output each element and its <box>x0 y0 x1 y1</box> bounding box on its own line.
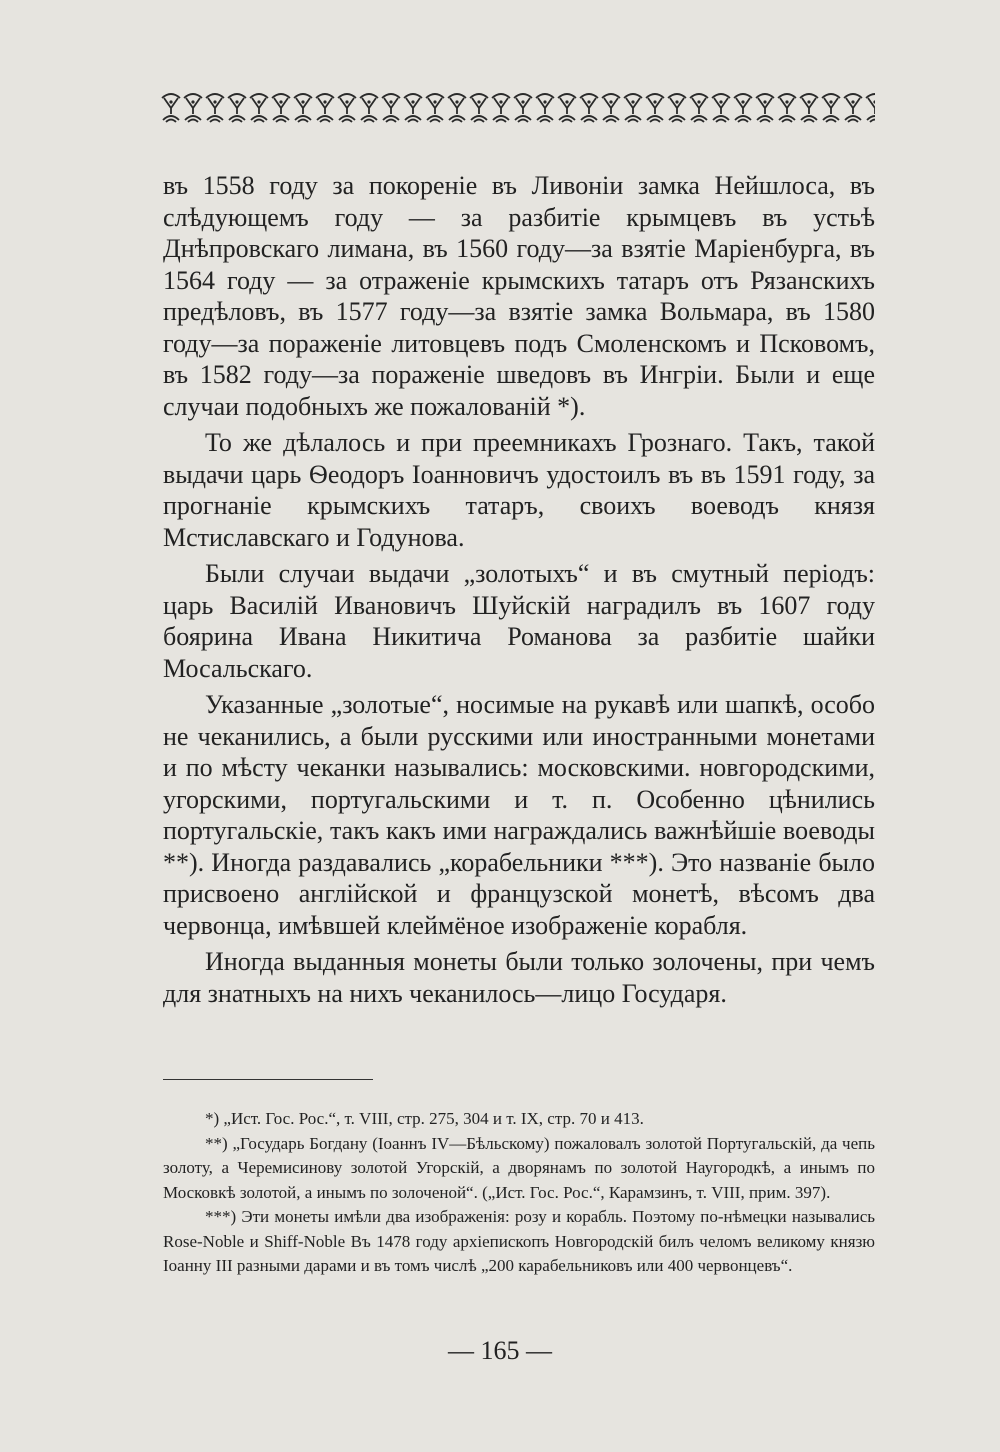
footnotes <box>163 1107 875 1279</box>
footnote: *) „Ист. Гос. Рос.“, т. VIII, стр. 275, 304 и т. IX, стр. 70 и 413. <box>205 1109 644 1128</box>
footnote: ***) Эти монеты имѣли два изображенія: розу и корабль. Поэтому по-нѣмецки назывались Rose-Noble и Shiff-Noble Въ 1478 году архіепископъ Новгородскій билъ челомъ великому князю Іоанну III разными дарами и въ томъ числѣ „200 карабельниковъ или 400 червонцевъ“. <box>163 1207 875 1275</box>
footnote: **) „Государь Богдану (Іоаннъ IV—Бѣльскому) пожаловалъ золотой Португальскій, да чепь золоту, а Черемисинову золотой Угорскій, а дворянамъ по золотой Наугородкѣ, а инымъ по Московкѣ золотой, а инымъ по золоченой“. („Ист. Гос. Рос.“, Карамзинъ, т. VIII, прим. 397). <box>163 1133 875 1202</box>
paragraph: въ 1558 году за покореніе въ Ливоніи замка Нейшлоса, въ слѣдующемъ году — за разбитіе крымцевъ въ устьѣ Днѣпровскаго лимана, въ 1560 году—за взятіе Маріенбурга, въ 1564 году — за отраженіе крымскихъ татаръ отъ Рязанскихъ предѣловъ, въ 1577 году—за взятіе замка Вольмара, въ 1580 году—за пораженіе литовцевъ подъ Смоленскомъ и Псковомъ, въ 1582 году—за пораженіе шведовъ въ Ингріи. Были и еще случаи подобныхъ же пожалованій *). <box>163 171 875 421</box>
main-text <box>163 170 875 1014</box>
page-number: — 165 — <box>448 1336 552 1365</box>
paragraph: Указанные „золотые“, носимые на рукавѣ или шапкѣ, особо не чеканились, а были русскими или иностранными монетами и по мѣсту чеканки назывались: московскими. новгородскими, угорскими, португальскими и т. п. Особенно цѣнились португальскіе, такъ какъ ими награждались важнѣйшіе воеводы **). Иногда раздавались „корабельники ***). Это названіе было присвоено англійской и французской монетѣ, вѣсомъ два червонца, имѣвшей клеймёное изображеніе корабля. <box>163 690 875 940</box>
footnote-divider <box>163 1079 373 1080</box>
header-ornament-icon <box>160 92 875 126</box>
paragraph: То же дѣлалось и при преемникахъ Грознаго. Такъ, такой выдачи царь Ѳеодоръ Іоанновичъ удостоилъ въ въ 1591 году, за прогнаніе крымскихъ татаръ, своихъ воеводъ князя Мстиславскаго и Годунова. <box>163 428 875 552</box>
paragraph: Иногда выданныя монеты были только золочены, при чемъ для знатныхъ на нихъ чеканилось—лицо Государя. <box>163 947 875 1008</box>
paragraph: Были случаи выдачи „золотыхъ“ и въ смутный періодъ: царь Василій Ивановичъ Шуйскій наградилъ въ 1607 году боярина Ивана Никитича Романова за разбитіе шайки Мосальскаго. <box>163 559 875 683</box>
